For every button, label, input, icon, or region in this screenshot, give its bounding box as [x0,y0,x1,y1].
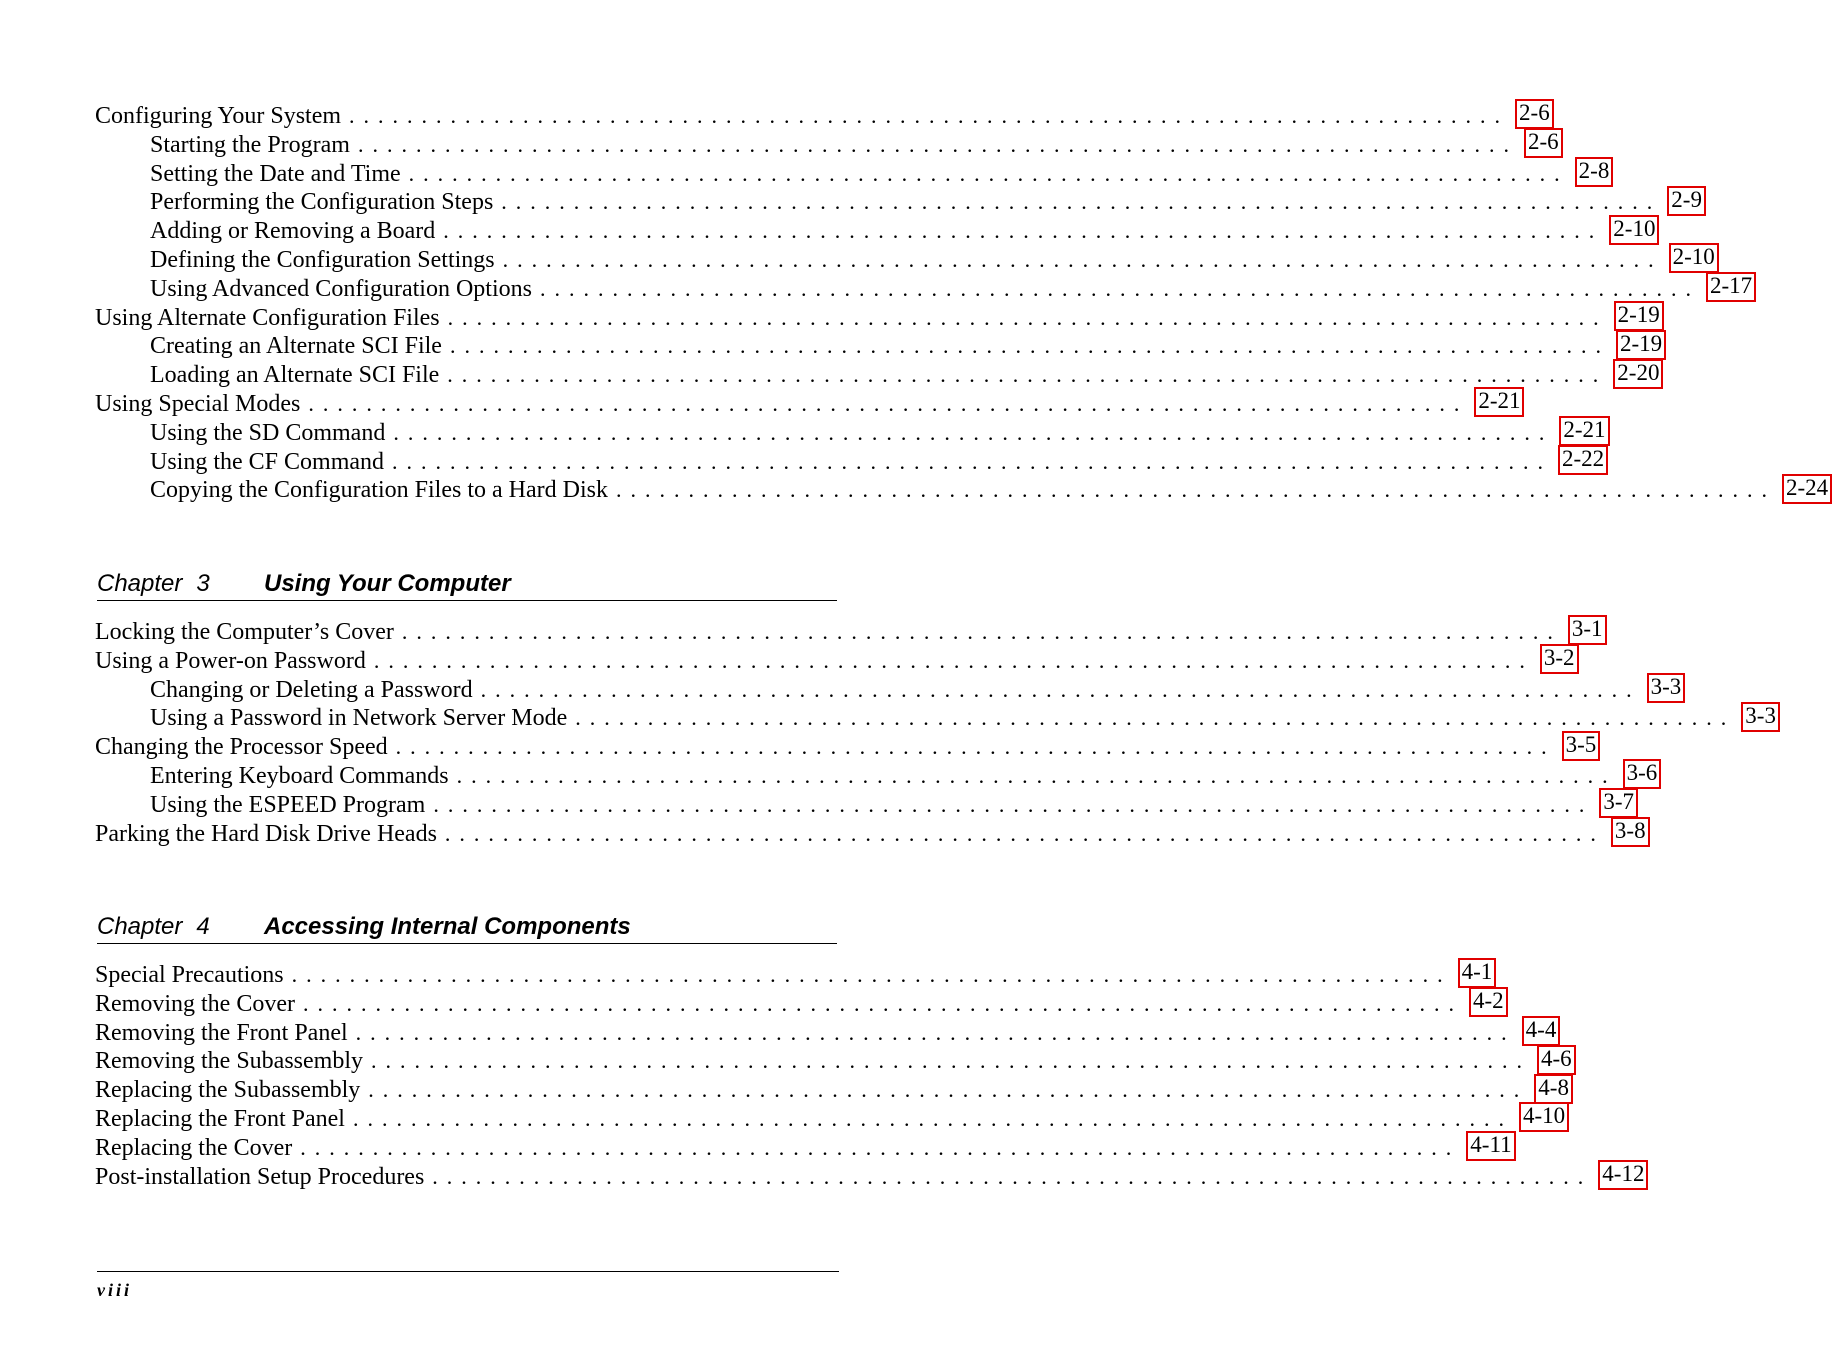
toc-section-chapter3 [95,616,1776,848]
toc-entry [95,474,1829,505]
toc-entry [95,1045,1572,1076]
toc-entry-title: Defining the Configuration Settings [150,246,495,273]
toc-entry-title: Using the SD Command [150,419,386,446]
toc-entry [95,674,1682,705]
dot-leader: ................................................................................ [480,676,1641,702]
toc-page-link[interactable]: 2-19 [1616,330,1666,360]
toc-entry-title: Using the ESPEED Program [150,791,426,818]
toc-entry-title: Copying the Configuration Files to a Hard Disk [150,477,608,504]
toc-entry [95,273,1753,304]
toc-entry [95,616,1603,647]
toc-entry-title: Adding or Removing a Board [150,218,436,245]
dot-leader: ................................................................................ [575,705,1736,731]
dot-leader: ................................................................................ [352,1105,1513,1131]
dot-leader: ................................................................................ [308,390,1469,416]
dot-leader: ................................................................................ [539,275,1700,301]
dot-leader: ................................................................................ [357,131,1518,157]
toc-entry-title: Using a Password in Network Server Mode [150,705,568,732]
toc-page-link[interactable]: 2-20 [1613,359,1663,389]
toc-page-link[interactable]: 2-6 [1524,128,1563,158]
dot-leader: ................................................................................ [449,333,1610,359]
toc-entry [95,731,1597,762]
toc-entry [95,445,1605,477]
toc-page-link[interactable]: 2-24 [1782,474,1832,504]
toc-entry-title: Special Precautions [95,962,284,988]
toc-page-link[interactable]: 4-12 [1598,1160,1648,1190]
toc-entry [95,388,1521,419]
toc-entry-title: Configuring Your System [95,103,342,129]
toc-entry [95,129,1559,160]
toc-entry-title: Using Advanced Configuration Options [150,275,532,302]
toc-entry-title: Removing the Subassembly [95,1048,363,1075]
dot-leader: ................................................................................ [349,103,1510,128]
toc-entry [95,301,1660,333]
dot-leader: ................................................................................ [370,1048,1531,1074]
toc-entry [95,215,1656,246]
toc-entry-title: Setting the Date and Time [150,160,401,187]
toc-entry [95,158,1610,189]
dot-leader: ................................................................................ [432,1163,1593,1189]
toc-entry-title: Loading an Alternate SCI File [150,362,440,389]
toc-page-link[interactable]: 3-2 [1540,644,1579,674]
toc-entry [95,244,1715,275]
toc-page-link[interactable]: 3-6 [1623,759,1662,789]
dot-leader: ................................................................................ [291,962,1452,987]
dot-leader: ................................................................................ [444,820,1605,846]
dot-leader: ................................................................................ [502,246,1663,272]
toc-entry [95,1103,1566,1134]
toc-page-link[interactable]: 2-17 [1706,272,1756,302]
toc-entry [95,330,1663,361]
toc-entry [95,417,1606,448]
toc-entry-title: Replacing the Cover [95,1134,293,1161]
toc-entry [95,817,1646,849]
toc-entry [95,1160,1645,1192]
toc-entry-title: Starting the Program [150,131,350,158]
chapter-3-heading [97,566,837,601]
toc-entry [95,1017,1557,1048]
chapter-title: Using Your Computer [264,570,511,597]
toc-section-chapter4 [95,959,1645,1191]
dot-leader: ................................................................................ [401,619,1562,644]
toc-entry-title: Post-installation Setup Procedures [95,1163,425,1190]
toc-entry-title: Entering Keyboard Commands [150,762,449,789]
toc-entry-title: Using Alternate Configuration Files [95,304,440,331]
toc-entry-title: Replacing the Subassembly [95,1077,361,1104]
toc-entry [95,988,1504,1019]
toc-page-link[interactable]: 3-8 [1611,817,1650,847]
dot-leader: ................................................................................ [447,304,1608,330]
toc-entry-title: Parking the Hard Disk Drive Heads [95,820,437,847]
toc-entry [95,702,1776,733]
dot-leader: ................................................................................ [408,160,1569,186]
toc-entry-title: Creating an Alternate SCI File [150,333,442,360]
toc-entry [95,1132,1512,1163]
toc-entry-title: Replacing the Front Panel [95,1105,345,1132]
toc-page-link[interactable]: 2-8 [1575,157,1614,187]
toc-entry-title: Using Special Modes [95,390,301,417]
toc-page-link[interactable]: 4-6 [1537,1045,1576,1075]
toc-page-link[interactable]: 3-3 [1647,673,1686,703]
toc-page-link[interactable]: 4-4 [1522,1016,1561,1046]
dot-leader: ................................................................................ [395,734,1556,760]
toc-page-link[interactable]: 4-1 [1458,958,1497,988]
footer-rule [97,1271,839,1272]
toc-page-link[interactable]: 3-5 [1562,731,1601,761]
chapter-label: Chapter 3 [97,570,210,597]
dot-leader: ................................................................................ [456,762,1617,788]
dot-leader: ................................................................................ [393,419,1554,445]
dot-leader: ................................................................................ [615,477,1776,503]
toc-page-link[interactable]: 2-19 [1614,301,1664,331]
toc-entry-title: Locking the Computer’s Cover [95,619,394,645]
toc-entry-title: Using a Power-on Password [95,647,366,674]
dot-leader: ................................................................................ [373,647,1534,673]
toc-entry [95,959,1493,990]
toc-page-link[interactable]: 2-10 [1669,243,1719,273]
toc-entry [95,186,1702,217]
page-number: viii [97,1280,132,1300]
toc-page-link[interactable]: 3-3 [1741,702,1780,732]
toc-entry [95,100,1550,131]
toc-page-link[interactable]: 2-6 [1515,99,1554,129]
toc-entry-title: Removing the Front Panel [95,1019,348,1046]
toc-page-link[interactable]: 2-21 [1559,416,1609,446]
toc-page-link[interactable]: 2-21 [1474,387,1524,417]
toc-entry-title: Performing the Configuration Steps [150,189,494,216]
toc-section-chapter2 [95,100,1829,505]
toc-entry [95,645,1575,676]
dot-leader: ................................................................................ [368,1077,1529,1103]
dot-leader: ................................................................................ [447,362,1608,388]
toc-page-link[interactable]: 2-10 [1609,215,1659,245]
toc-page-link[interactable]: 2-22 [1558,445,1608,475]
dot-leader: ................................................................................ [302,990,1463,1016]
toc-entry [95,1074,1569,1105]
chapter-title: Accessing Internal Components [264,913,631,940]
chapter-4-heading [97,909,837,944]
toc-page-link[interactable]: 2-9 [1667,186,1706,216]
dot-leader: ................................................................................ [443,218,1604,244]
toc-entry [95,789,1634,820]
chapter-label: Chapter 4 [97,913,210,940]
toc-page-link[interactable]: 4-8 [1534,1074,1573,1104]
dot-leader: ................................................................................ [501,189,1662,215]
toc-page-link[interactable]: 4-2 [1469,987,1508,1017]
toc-entry [95,359,1660,390]
dot-leader: ................................................................................ [392,448,1553,474]
toc-entry-title: Changing the Processor Speed [95,734,388,761]
dot-leader: ................................................................................ [355,1019,1516,1045]
toc-entry-title: Changing or Deleting a Password [150,676,473,703]
dot-leader: ................................................................................ [433,791,1594,817]
toc-page-link[interactable]: 4-11 [1466,1131,1515,1161]
toc-page-link[interactable]: 4-10 [1519,1102,1569,1132]
toc-entry-title: Removing the Cover [95,990,295,1017]
toc-page-link[interactable]: 3-1 [1568,615,1607,645]
dot-leader: ................................................................................ [300,1134,1461,1160]
toc-entry [95,760,1658,791]
toc-entry-title: Using the CF Command [150,448,385,475]
toc-page-link[interactable]: 3-7 [1599,788,1638,818]
